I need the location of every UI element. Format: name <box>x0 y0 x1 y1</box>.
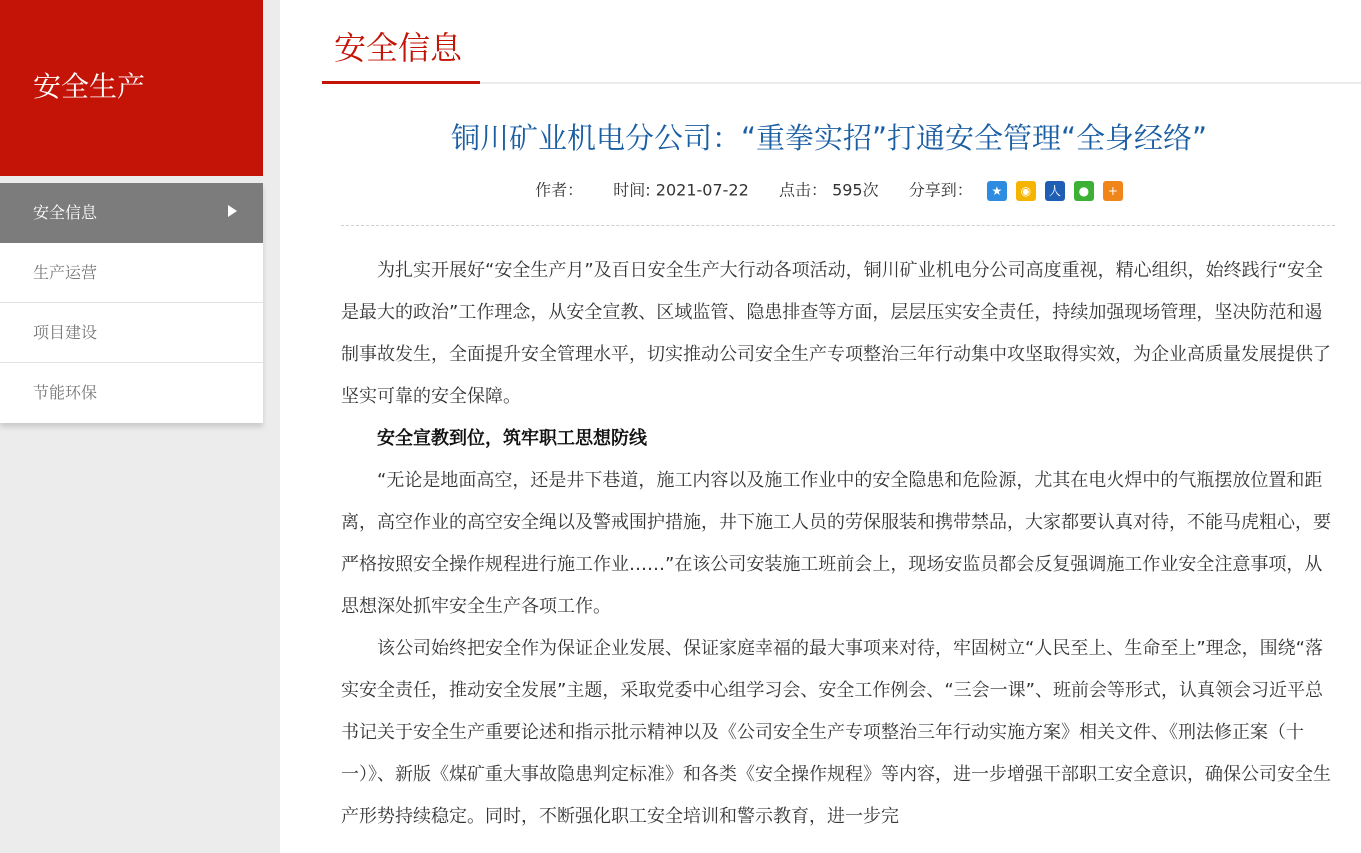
share-label: 分享到： <box>908 180 973 200</box>
section-title-underline <box>322 81 480 84</box>
sidebar-item-safety-info[interactable] <box>0 183 263 243</box>
wechat-icon[interactable]: ● <box>1074 181 1094 201</box>
section-header <box>322 24 1361 84</box>
author-label: 作者： <box>535 180 584 200</box>
time-label: 时间: <box>613 180 651 200</box>
weibo-icon[interactable]: ◉ <box>1016 181 1036 201</box>
paragraph: 该公司始终把安全作为保证企业发展、保证家庭幸福的最大事项来对待，牢固树立“人民至上、生命至上”理念，围绕“落实安全责任，推动安全发展”主题，采取党委中心组学习会、安全工作例会、“三会一课”、班前会等形式，认真领会习近平总书记关于安全生产重要论述和指示批示精神以及《公司安全生产专项整治三年行动实施方案》相关文件、《刑法修正案（十一）》、新版《煤矿重大事故隐患判定标准》和各类《安全操作规程》等内容，进一步增强干部职工安全意识，确保公司安全生产形势持续稳定。同时，不断强化职工安全培训和警示教育，进一步完 <box>341 638 1331 827</box>
subheading: 安全宣教到位，筑牢职工思想防线 <box>377 428 647 449</box>
sidebar-item-production[interactable] <box>0 243 263 303</box>
renren-icon[interactable]: 人 <box>1045 181 1065 201</box>
paragraph: “无论是地面高空，还是井下巷道，施工内容以及施工作业中的安全隐患和危险源，尤其在电火焊中的气瓶摆放位置和距离，高空作业的高空安全绳以及警戒围护措施，井下施工人员的劳保服装和携带禁品，大家都要认真对待，不能马虎粗心，要严格按照安全操作规程进行施工作业……”在该公司安装施工班前会上，现场安监员都会反复强调施工作业安全注意事项，从思想深处抓牢安全生产各项工作。 <box>341 470 1331 617</box>
qzone-icon[interactable]: ★ <box>987 181 1007 201</box>
clicks-value: 595次 <box>832 180 879 200</box>
paragraph: 为扎实开展好“安全生产月”及百日安全生产大行动各项活动，铜川矿业机电分公司高度重视，精心组织，始终践行“安全是最大的政治”工作理念，从安全宣教、区域监管、隐患排查等方面，层层压实安全责任，持续加强现场管理，坚决防范和遏制事故发生，全面提升安全管理水平，切实推动公司安全生产专项整治三年行动集中攻坚取得实效，为企业高质量发展提供了坚实可靠的安全保障。 <box>341 260 1331 407</box>
article-title: 铜川矿业机电分公司：“重拳实招”打通安全管理“全身经络” <box>450 121 1208 155</box>
sidebar-item-label: 项目建设 <box>33 323 98 342</box>
clicks-label: 点击： <box>778 180 827 200</box>
triangle-right-icon <box>228 205 237 217</box>
sidebar-item-label: 生产运营 <box>33 263 98 282</box>
article-meta <box>341 176 1317 205</box>
sidebar-title: 安全生产 <box>33 70 146 103</box>
section-title: 安全信息 <box>334 29 463 67</box>
sidebar-nav <box>0 183 263 423</box>
share-icons <box>978 177 1123 205</box>
meta-divider <box>341 225 1335 226</box>
sidebar-item-energy[interactable] <box>0 363 263 423</box>
article-body <box>341 250 1335 838</box>
sidebar-item-label: 节能环保 <box>33 383 98 402</box>
sidebar-header <box>0 0 263 176</box>
sidebar-item-projects[interactable] <box>0 303 263 363</box>
time-value: 2021-07-22 <box>655 180 749 200</box>
more-share-icon[interactable]: + <box>1103 181 1123 201</box>
sidebar-item-label: 安全信息 <box>33 203 98 222</box>
